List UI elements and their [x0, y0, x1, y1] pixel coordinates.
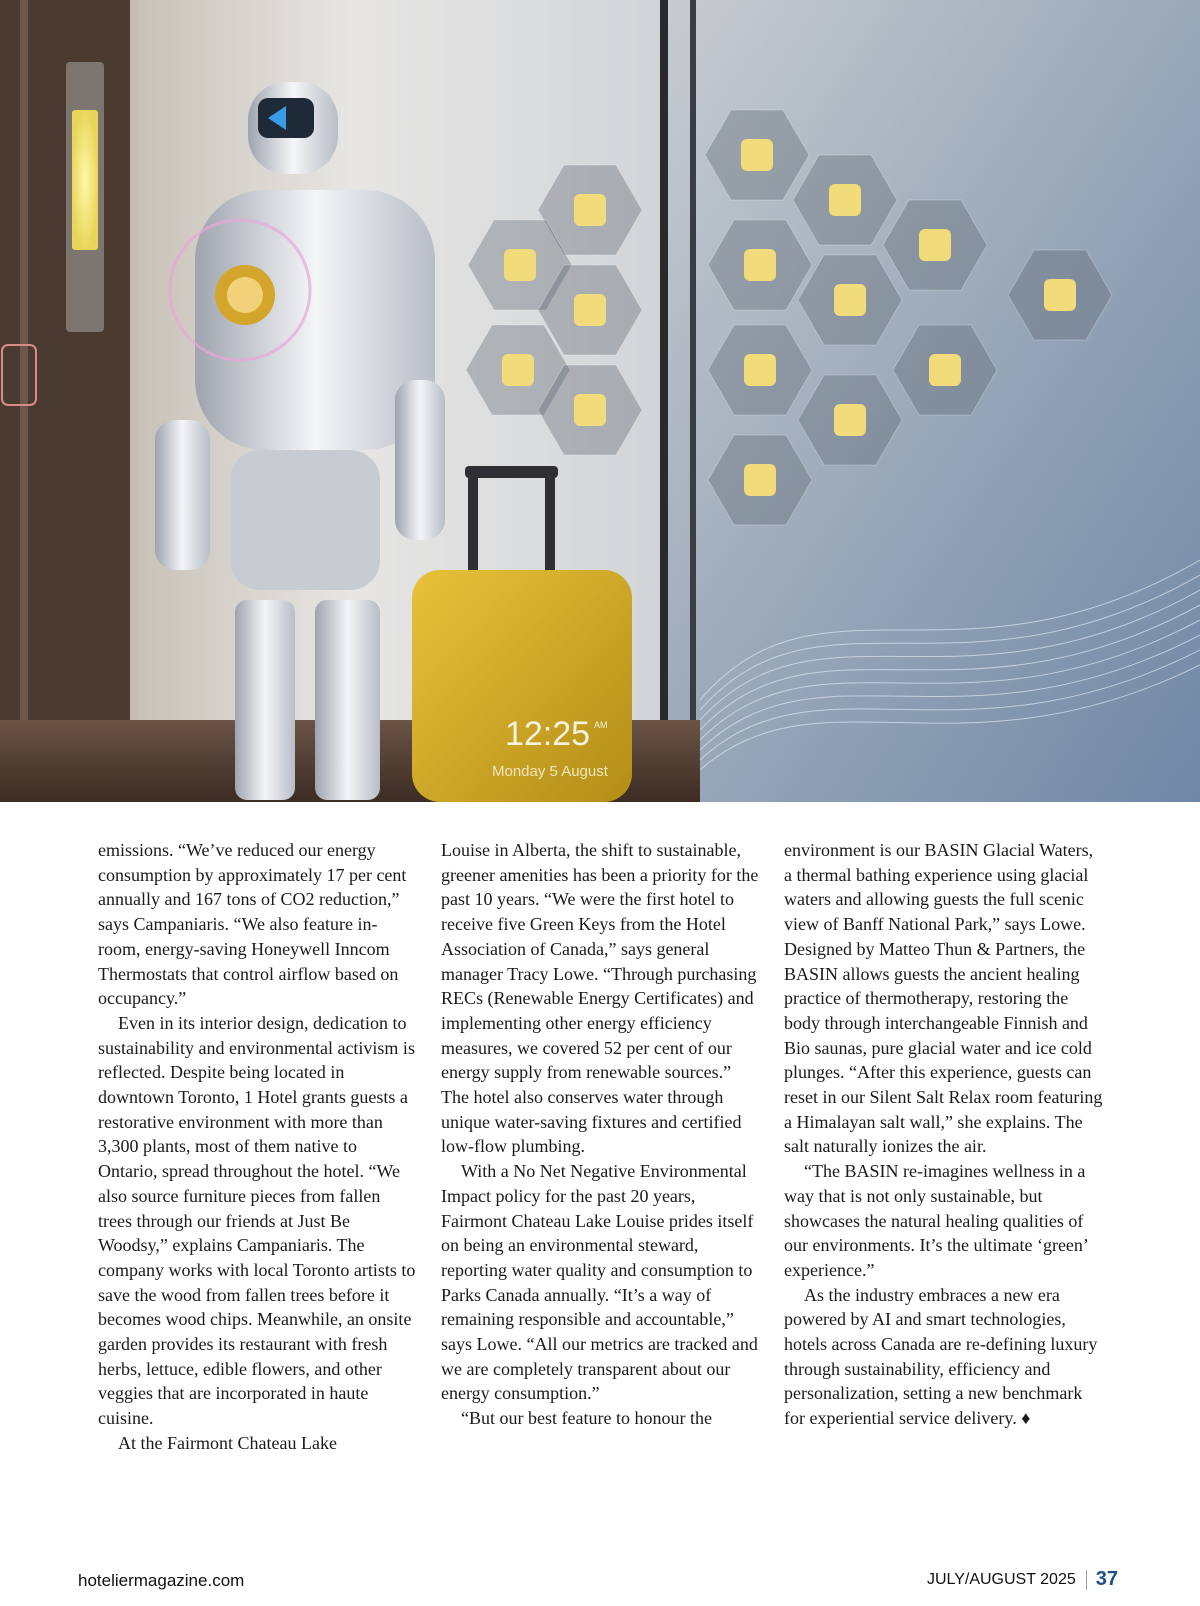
paragraph: “The BASIN re-imagines wellness in a way that is not only sustainable, but showcases the natural healing qualities of our environments. It’s the ultimate ‘green’ experience.” — [784, 1161, 1088, 1280]
paragraph: As the industry embraces a new era powered by AI and smart technologies, hotels across Canada are re-defining luxury through sustainability, efficiency and personalization, setting a new benchmark for experiential service delivery. ♦ — [784, 1284, 1098, 1429]
page-number: 37 — [1095, 1568, 1118, 1590]
paragraph: With a No Net Negative Environmental Impact policy for the past 20 years, Fairmont Chateau Lake Louise prides itself on being an environmental steward, reporting water quality and consumption to Parks Canada annually. “It’s a way of remaining responsible and accountable,” says Lowe. “All our metrics are tracked and we are completely transparent about our energy consumption.” — [441, 1161, 758, 1404]
housekeeper-icon — [574, 194, 606, 226]
issue-date: JULY/AUGUST 2025 — [926, 1570, 1076, 1588]
column-1 — [98, 838, 418, 1456]
hanger-icon — [1044, 279, 1076, 311]
hanger-towel-icon — [744, 354, 776, 386]
bed-icon — [744, 464, 776, 496]
paragraph: Even in its interior design, dedication to sustainability and environmental activism is reflected. Despite being located in downtown Toronto, 1 Hotel grants guests a restorative environment with more than 3,300 plants, most of them native to Ontario, spread throughout the hotel. “We also source furniture pieces from fallen trees through our friends at Just Be Woodsy,” explains Campaniaris. The company works with local Toronto artists to save the wood from fallen trees before it becomes wood chips. Meanwhile, an onsite garden provides its restaurant with fresh herbs, lettuce, edible flowers, and other veggies that are incorporated in haute cuisine. — [98, 1012, 416, 1429]
paragraph: Louise in Alberta, the shift to sustainable, greener amenities has been a priority for the past 10 years. “We were the first hotel to receive five Green Keys from the Hotel Association of Canada,” says general manager Tracy Lowe. “Through purchasing RECs (Renewable Energy Certificates) and implementing other energy efficiency measures, we covered 52 per cent of our energy supply from renewable sources.” The hotel also conserves water through unique water-saving fixtures and certified low-flow plumbing. — [441, 840, 759, 1157]
clock-date: Monday 5 August — [492, 763, 608, 780]
luggage-icon — [834, 284, 866, 316]
door-hanger-icon — [834, 404, 866, 436]
column-2 — [441, 838, 761, 1431]
clock-time: 12:25 — [505, 715, 591, 753]
footer-website[interactable]: hoteliermagazine.com — [78, 1571, 245, 1590]
paragraph: “But our best feature to honour the — [461, 1408, 712, 1429]
divider — [1086, 1570, 1087, 1590]
camera-icon — [829, 184, 861, 216]
hero-image — [0, 0, 1200, 802]
key-icon — [929, 354, 961, 386]
phone-24h-icon — [744, 249, 776, 281]
footer-issue-info — [927, 1568, 1118, 1591]
column-3 — [784, 838, 1104, 1431]
wifi-sign-icon — [504, 249, 536, 281]
clock-ampm: AM — [594, 720, 608, 730]
paragraph: emissions. “We’ve reduced our energy consumption by approximately 17 per cent annually and 167 tons of CO2 reduction,” says Campaniaris. “We also feature in-room, energy-saving Honeywell Inncom Thermostats that control airflow based on occupancy.” — [98, 840, 407, 1009]
paragraph: environment is our BASIN Glacial Waters, a thermal bathing experience using glacial waters and allowing guests the full scenic view of Banff National Park,” says Lowe. Designed by Matteo Thun & Partners, the BASIN allows guests the ancient healing practice of thermotherapy, restoring the body through interchangeable Finnish and Bio saunas, pure glacial water and ice cold plunges. “After this experience, guests can reset in our Silent Salt Relax room featuring a Himalayan salt wall,” she explains. The salt naturally ionizes the air. — [784, 840, 1103, 1157]
hotel-icon — [574, 394, 606, 426]
parking-icon — [919, 229, 951, 261]
bell-icon — [741, 139, 773, 171]
shower-icon — [574, 294, 606, 326]
paragraph: At the Fairmont Chateau Lake — [118, 1432, 337, 1453]
restaurant-icon — [502, 354, 534, 386]
